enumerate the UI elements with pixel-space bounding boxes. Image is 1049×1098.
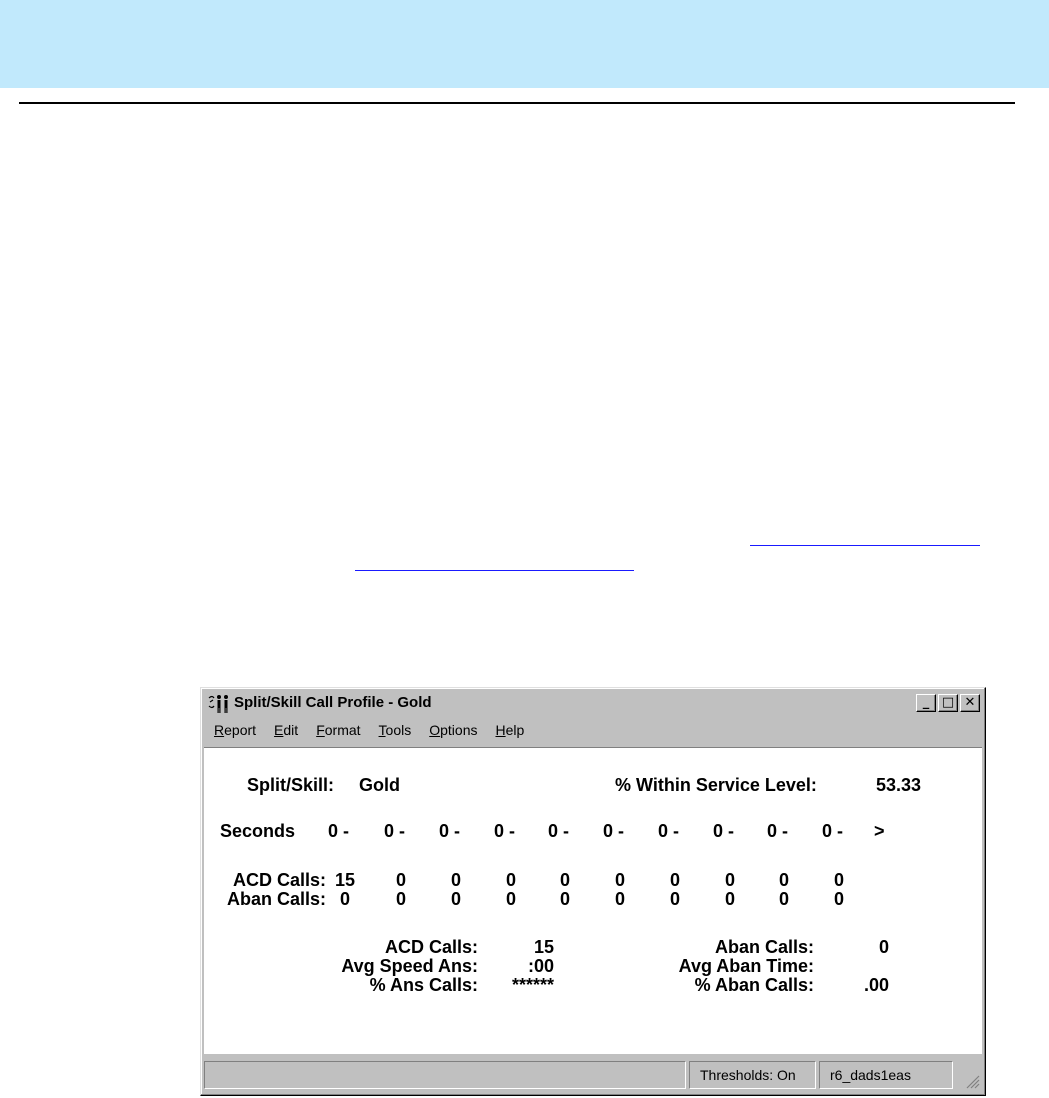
acd-calls-cell: 0 — [778, 870, 789, 890]
menu-mnemonic: E — [274, 722, 284, 738]
aban-calls-cell: 0 — [450, 889, 461, 909]
acd-calls-cell: 0 — [614, 870, 625, 890]
seconds-bucket: 0 - — [328, 821, 350, 841]
header-band — [0, 0, 1049, 88]
acd-calls-cell: 0 — [450, 870, 461, 890]
menu-mnemonic: F — [316, 722, 325, 738]
seconds-bucket: 0 - — [822, 821, 844, 841]
menu-bar — [204, 719, 982, 743]
menu-label: eport — [224, 722, 257, 738]
summary-avg-speed-value: :00 — [527, 956, 554, 976]
hyperlink-underline[interactable] — [750, 545, 980, 546]
aban-calls-cell: 0 — [614, 889, 625, 909]
summary-pct-aban-value: .00 — [863, 975, 889, 995]
summary-pct-ans-label: % Ans Calls: — [369, 975, 478, 995]
menu-tools[interactable] — [370, 719, 421, 740]
summary-pct-ans-value: ****** — [511, 975, 554, 995]
aban-calls-cell: 0 — [669, 889, 680, 909]
seconds-bucket: 0 - — [658, 821, 680, 841]
minimize-button[interactable]: _ — [916, 694, 936, 712]
seconds-bucket: 0 - — [494, 821, 516, 841]
acd-calls-cell: 0 — [559, 870, 570, 890]
divider-rule — [19, 102, 1015, 104]
menu-label: ools — [385, 722, 412, 738]
server-status: r6_dads1eas — [819, 1061, 953, 1089]
acd-calls-cell: 15 — [334, 870, 356, 890]
close-button[interactable]: ✕ — [960, 694, 980, 712]
menu-label: ptions — [440, 722, 478, 738]
menu-mnemonic: R — [214, 722, 225, 738]
aban-calls-cell: 0 — [505, 889, 516, 909]
window-title: Split/Skill Call Profile - Gold — [234, 694, 432, 711]
menu-label: elp — [505, 722, 525, 738]
summary-aban-calls-value: 0 — [878, 937, 889, 957]
aban-calls-label: Aban Calls: — [226, 889, 326, 909]
thresholds-status: Thresholds: On — [689, 1061, 816, 1089]
summary-aban-calls-label: Aban Calls: — [714, 937, 814, 957]
summary-avg-aban-label: Avg Aban Time: — [678, 956, 814, 976]
menu-label: ormat — [324, 722, 361, 738]
acd-calls-label: ACD Calls: — [232, 870, 326, 890]
menu-options[interactable] — [420, 719, 486, 740]
seconds-more-indicator: > — [874, 821, 885, 841]
summary-acd-calls-label: ACD Calls: — [384, 937, 478, 957]
report-body — [204, 747, 982, 1054]
seconds-bucket: 0 - — [713, 821, 735, 841]
aban-calls-cell: 0 — [724, 889, 735, 909]
menu-edit[interactable] — [265, 719, 307, 740]
hyperlink-underline[interactable] — [355, 570, 634, 571]
acd-calls-cell: 0 — [505, 870, 516, 890]
aban-calls-cell: 0 — [395, 889, 406, 909]
seconds-bucket: 0 - — [439, 821, 461, 841]
acd-calls-cell: 0 — [833, 870, 844, 890]
title-bar[interactable] — [204, 691, 982, 715]
menu-mnemonic: T — [378, 722, 386, 738]
service-level-value: 53.33 — [876, 775, 922, 795]
menu-label: dit — [283, 722, 299, 738]
status-bar — [204, 1057, 982, 1091]
summary-pct-aban-label: % Aban Calls: — [694, 975, 814, 995]
seconds-label: Seconds — [220, 821, 296, 841]
seconds-bucket: 0 - — [384, 821, 406, 841]
maximize-button[interactable]: □ — [938, 694, 958, 712]
agents-icon — [207, 694, 235, 714]
seconds-bucket: 0 - — [548, 821, 570, 841]
menu-format[interactable] — [307, 719, 369, 740]
service-level-label: % Within Service Level: — [615, 775, 817, 795]
acd-calls-cell: 0 — [395, 870, 406, 890]
menu-mnemonic: H — [495, 722, 506, 738]
summary-acd-calls-value: 15 — [533, 937, 554, 957]
seconds-bucket: 0 - — [767, 821, 789, 841]
menu-help[interactable] — [486, 719, 533, 740]
summary-avg-speed-label: Avg Speed Ans: — [341, 956, 478, 976]
split-skill-value: Gold — [359, 775, 400, 795]
menu-mnemonic: O — [429, 722, 441, 738]
status-message-panel — [204, 1061, 686, 1089]
menu-report[interactable] — [204, 719, 265, 740]
aban-calls-cell: 0 — [339, 889, 350, 909]
aban-calls-cell: 0 — [559, 889, 570, 909]
acd-calls-cell: 0 — [724, 870, 735, 890]
resize-grip-icon[interactable] — [964, 1073, 980, 1089]
aban-calls-cell: 0 — [833, 889, 844, 909]
aban-calls-cell: 0 — [778, 889, 789, 909]
seconds-bucket: 0 - — [603, 821, 625, 841]
acd-calls-cell: 0 — [669, 870, 680, 890]
report-window — [200, 687, 986, 1096]
split-skill-label: Split/Skill: — [247, 775, 335, 795]
